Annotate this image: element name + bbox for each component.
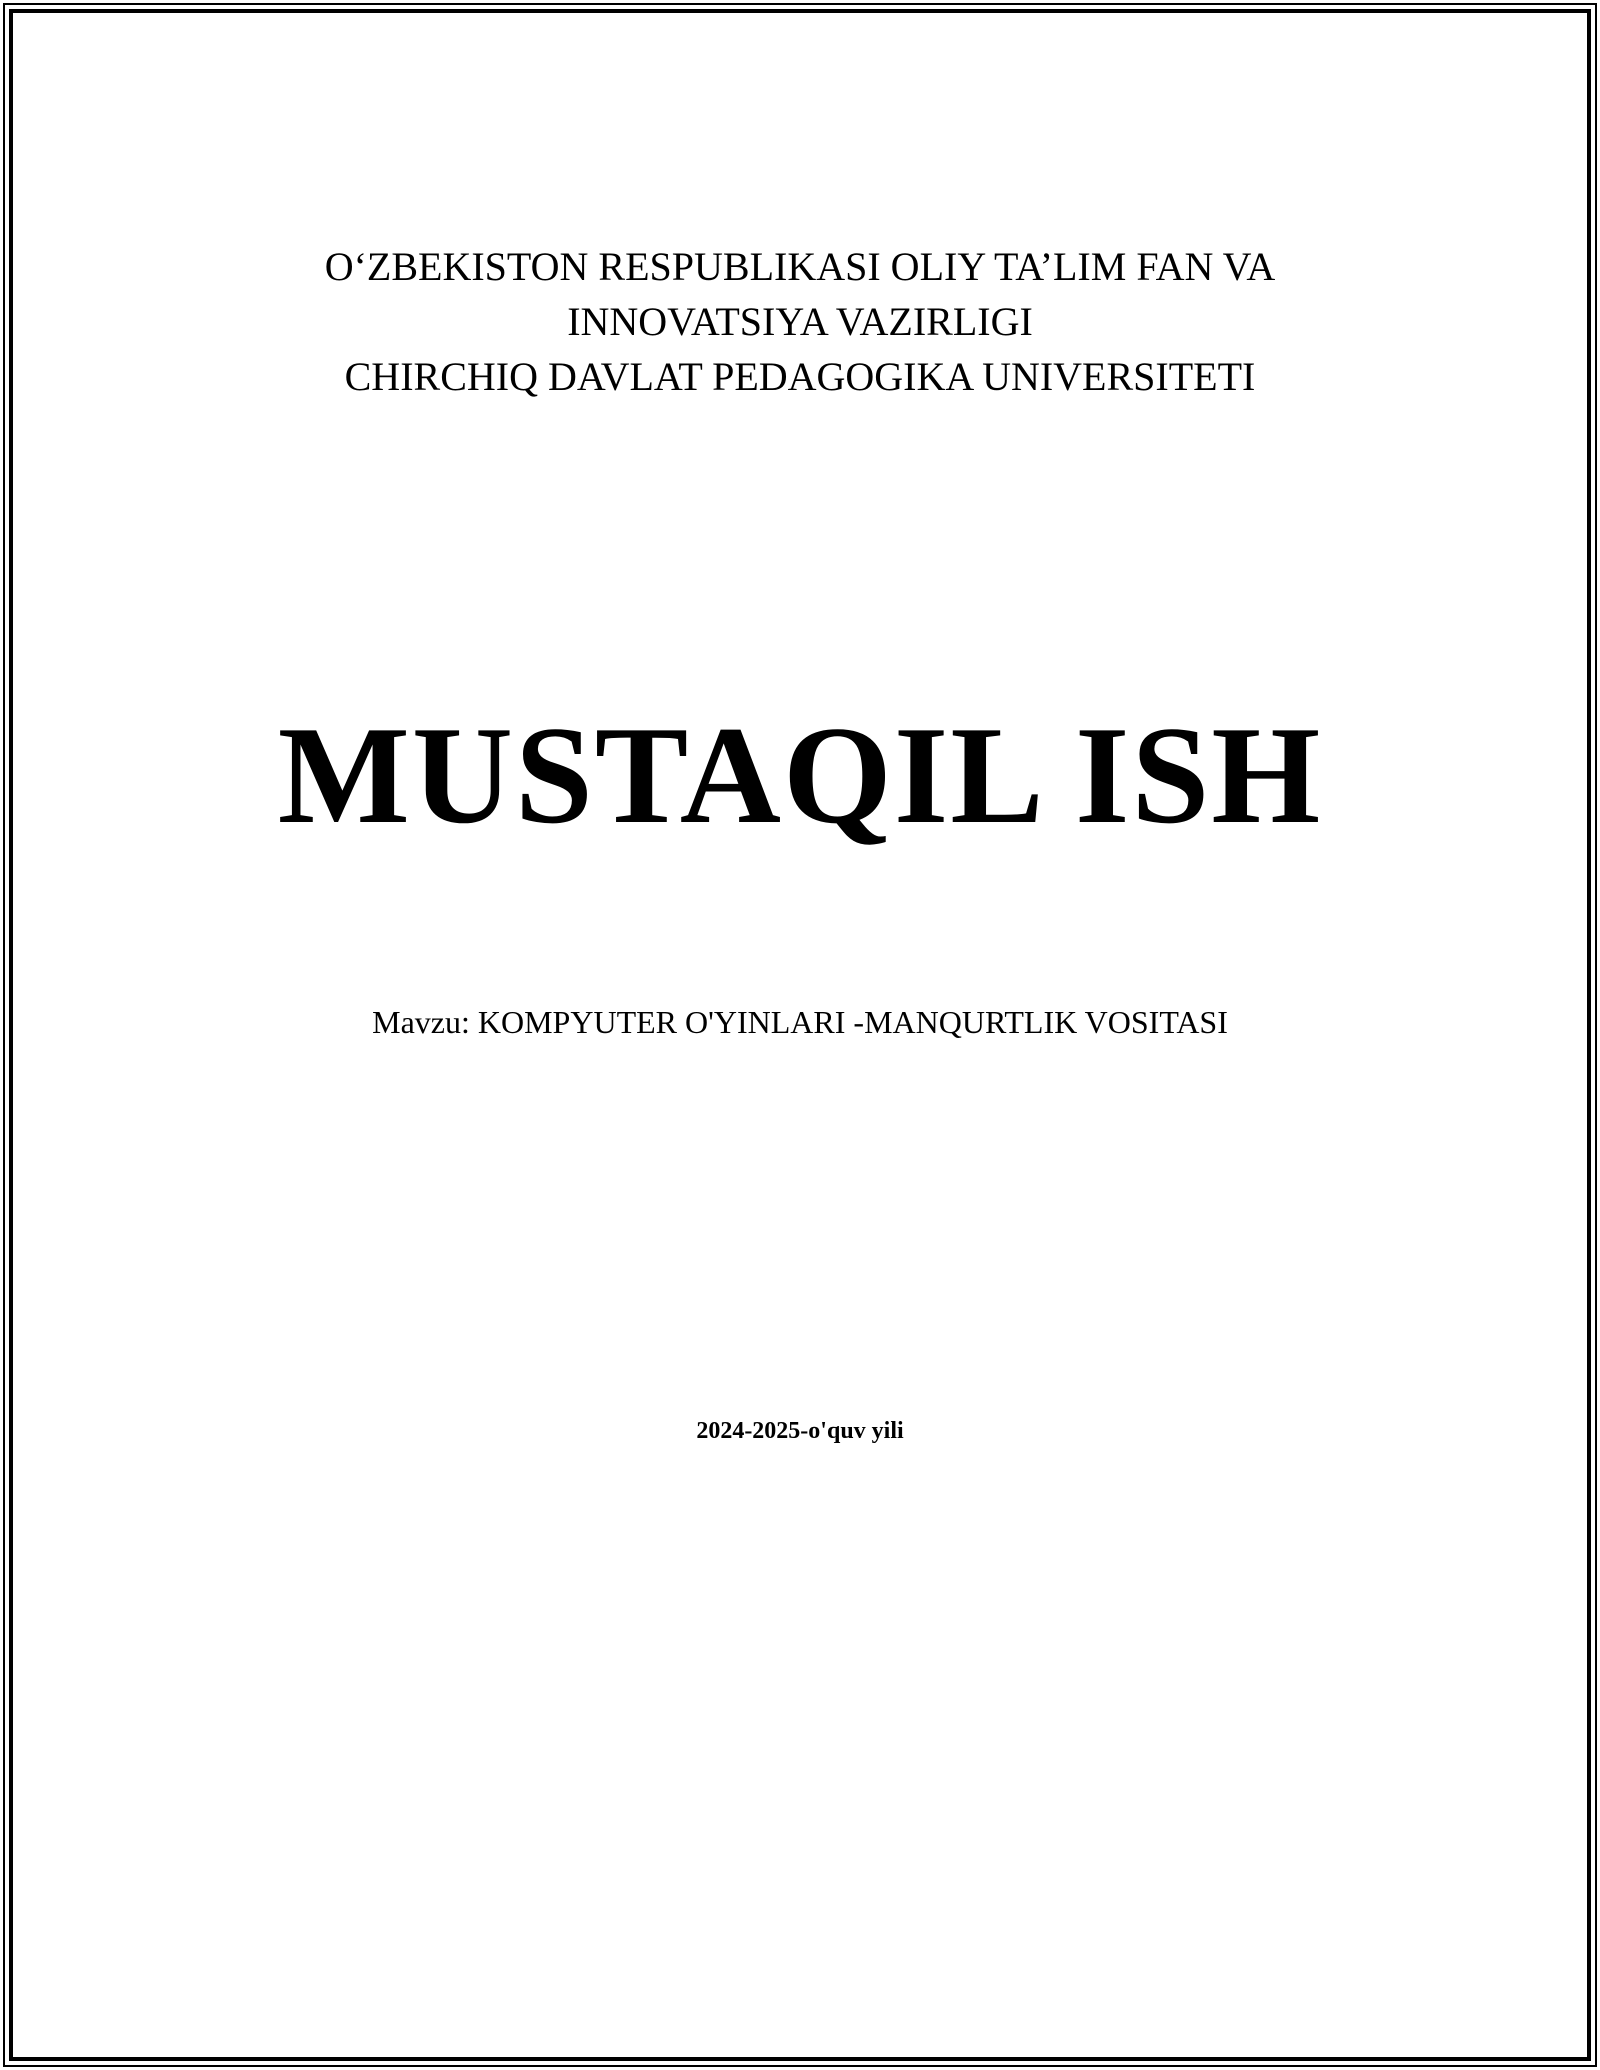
ministry-header-line-1: O‘ZBEKISTON RESPUBLIKASI OLIY TA’LIM FAN VA xyxy=(324,244,1276,289)
topic-value: KOMPYUTER O'YINLARI -MANQURTLIK VOSITASI xyxy=(477,1004,1228,1040)
academic-year: 2024-2025-o'quv yili xyxy=(696,1418,904,1444)
ministry-header-line-2: INNOVATSIYA VAZIRLIGI xyxy=(567,299,1033,344)
document-title: MUSTAQIL ISH xyxy=(277,698,1323,853)
ministry-header xyxy=(40,239,1560,404)
university-name: CHIRCHIQ DAVLAT PEDAGOGIKA UNIVERSITETI xyxy=(344,354,1256,399)
topic-line xyxy=(40,1002,1560,1042)
topic-label: Mavzu: xyxy=(372,1004,470,1040)
